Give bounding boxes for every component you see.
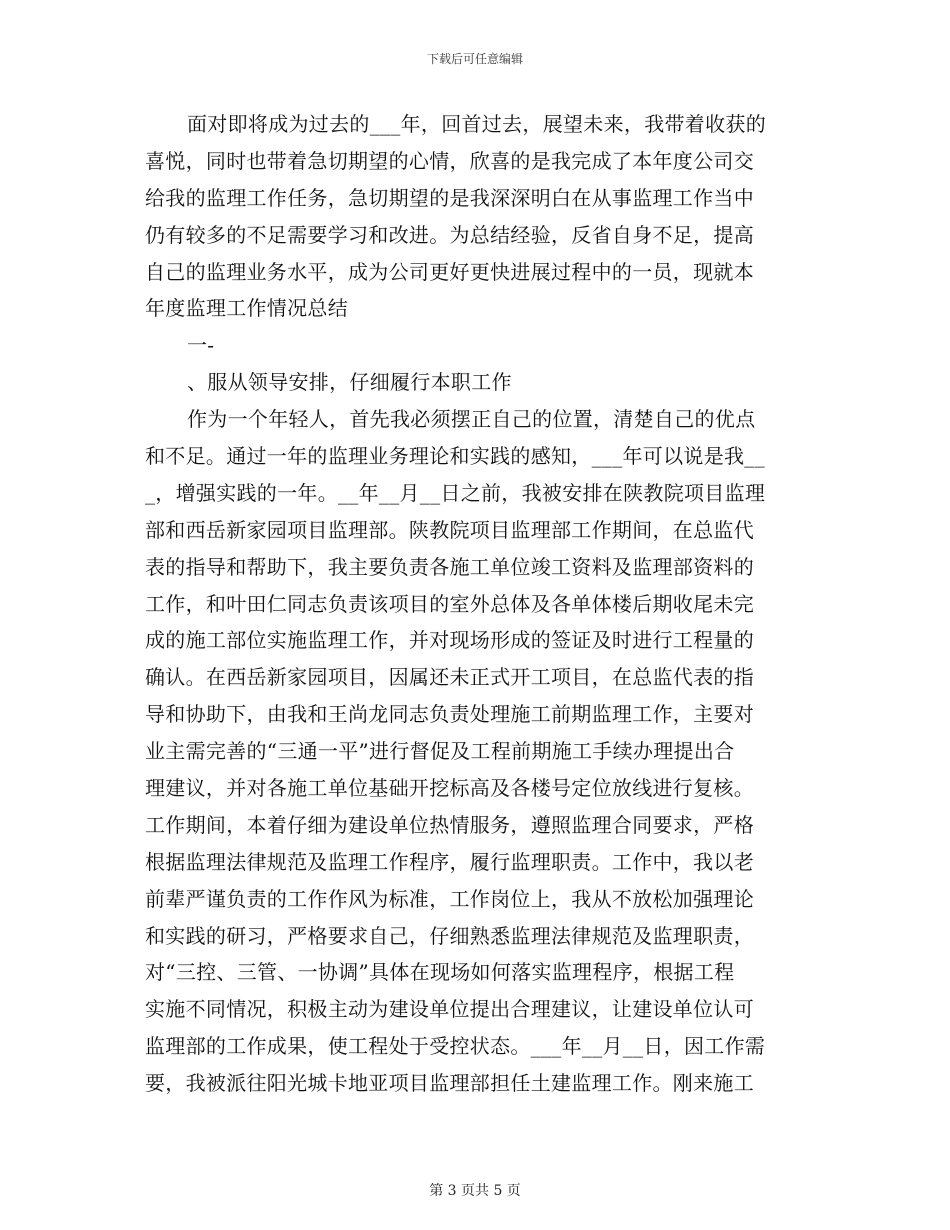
body-line: 导和协助下，由我和王尚龙同志负责处理施工前期监理工作，主要对 [145, 702, 754, 727]
body-line: 年度监理工作情况总结 [145, 296, 348, 321]
body-line: 前辈严谨负责的工作作风为标准，工作岗位上，我从不放松加强理论 [145, 886, 754, 911]
body-line: 和不足。通过一年的监理业务理论和实践的感知，___年可以说是我__ [145, 444, 765, 469]
body-line: 确认。在西岳新家园项目，因属还未正式开工项目，在总监代表的指 [145, 665, 754, 690]
body-line: 成的施工部位实施监理工作，并对现场形成的签证及时进行工程量的 [145, 628, 754, 653]
body-line: 作为一个年轻人，首先我必须摆正自己的位置，清楚自己的优点 [187, 407, 756, 432]
body-line: 要，我被派往阳光城卡地亚项目监理部担任土建监理工作。刚来施工 [145, 1071, 754, 1096]
body-line: 实施不同情况，积极主动为建设单位提出合理建议，让建设单位认可 [145, 997, 754, 1022]
body-line: 自己的监理业务水平，成为公司更好更快进展过程中的一员，现就本 [145, 259, 754, 284]
section-number: 一- [187, 333, 215, 358]
page-footer: 第 3 页共 5 页 [429, 1183, 521, 1199]
page-header: 下载后可任意编辑 [426, 52, 523, 66]
body-line: 根据监理法律规范及监理工作程序，履行监理职责。工作中，我以老 [145, 849, 754, 874]
body-line: 仍有较多的不足需要学习和改进。为总结经验，反省自身不足，提高 [145, 222, 754, 247]
body-line: 理建议，并对各施工单位基础开挖标高及各楼号定位放线进行复核。 [145, 776, 754, 801]
body-line: _，增强实践的一年。__年__月__日之前，我被安排在陕教院项目监理 [145, 480, 766, 505]
section-heading: 、服从领导安排，仔细履行本职工作 [187, 370, 512, 395]
body-line: 面对即将成为过去的___年，回首过去，展望未来，我带着收获的 [187, 112, 766, 136]
body-line: 和实践的研习，严格要求自己，仔细熟悉监理法律规范及监理职责， [145, 923, 754, 948]
body-line: 给我的监理工作任务，急切期望的是我深深明白在从事监理工作当中 [145, 185, 754, 210]
document-body [145, 106, 815, 1102]
body-line: 对“三控、三管、一协调”具体在现场如何落实监理程序，根据工程 [145, 960, 735, 985]
body-line: 工作期间，本着仔细为建设单位热情服务，遵照监理合同要求，严格 [145, 812, 754, 837]
body-line: 业主需完善的“三通一平”进行督促及工程前期施工手续办理提出合 [145, 739, 735, 764]
body-line: 表的指导和帮助下，我主要负责各施工单位竣工资料及监理部资料的 [145, 554, 754, 579]
body-line: 喜悦，同时也带着急切期望的心情，欣喜的是我完成了本年度公司交 [145, 148, 754, 173]
body-line: 部和西岳新家园项目监理部。陕教院项目监理部工作期间，在总监代 [145, 517, 754, 542]
body-line: 工作，和叶田仁同志负责该项目的室外总体及各单体楼后期收尾未完 [145, 591, 754, 616]
body-line: 监理部的工作成果，使工程处于受控状态。___年__月__日，因工作需 [145, 1034, 766, 1059]
